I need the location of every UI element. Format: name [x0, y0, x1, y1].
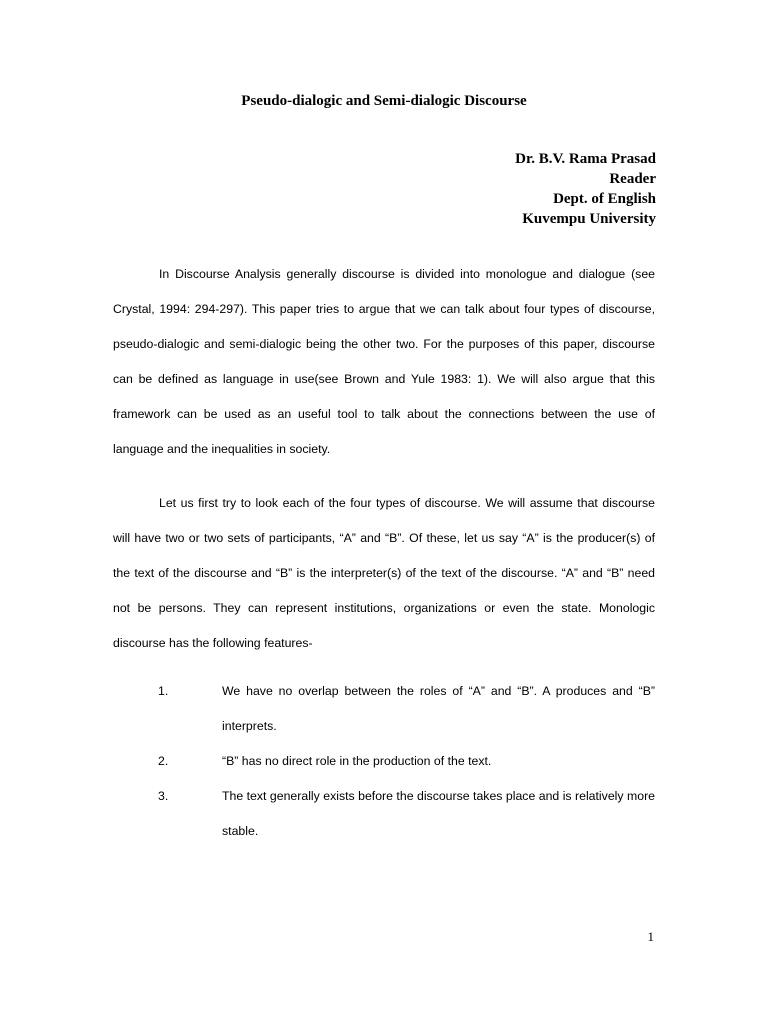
list-item [113, 744, 655, 779]
paragraph-2-text: Let us first try to look each of the four types of discourse. We will assume that discourse will have two or two sets of participants, “A” and “B”. Of these, let us say “A” is the producer(s) of the text of the discourse and “B” is the interpreter(s) of the text of the discourse. “A” and “B” need not be persons. They can represent institutions, organizations or even the state. Monologic discourse has the following features- [113, 496, 655, 650]
list-item-text: “B” has no direct role in the production of the text. [222, 754, 492, 768]
list-item [113, 674, 655, 744]
feature-list [113, 674, 655, 849]
author-name: Dr. B.V. Rama Prasad [515, 151, 656, 167]
list-item-number: 2. [158, 754, 169, 768]
paragraph-1-text: In Discourse Analysis generally discourse is divided into monologue and dialogue (see Crystal, 1994: 294-297). This paper tries to argue that we can talk about four types of discourse, pseudo-dialogic and semi-dialogic being the other two. For the purposes of this paper, discourse can be defined as language in use(see Brown and Yule 1983: 1). We will also argue that this framework can be used as an useful tool to talk about the connections between the use of language and the inequalities in society. [113, 267, 655, 456]
paragraph-1 [113, 257, 655, 467]
author-block [356, 149, 656, 229]
list-item-text: We have no overlap between the roles of “A” and “B”. A produces and “B” interprets. [222, 684, 655, 733]
author-department: Dept. of English [553, 191, 656, 207]
page-number: 1 [647, 929, 654, 944]
document-title: Pseudo-dialogic and Semi-dialogic Discourse [241, 93, 527, 109]
list-item-number: 3. [158, 789, 169, 803]
list-item-number: 1. [158, 684, 169, 698]
paragraph-2 [113, 486, 655, 661]
author-position: Reader [609, 171, 656, 187]
list-item [113, 779, 655, 849]
list-item-text: The text generally exists before the discourse takes place and is relatively more stable. [222, 789, 655, 838]
author-institution: Kuvempu University [522, 211, 656, 227]
